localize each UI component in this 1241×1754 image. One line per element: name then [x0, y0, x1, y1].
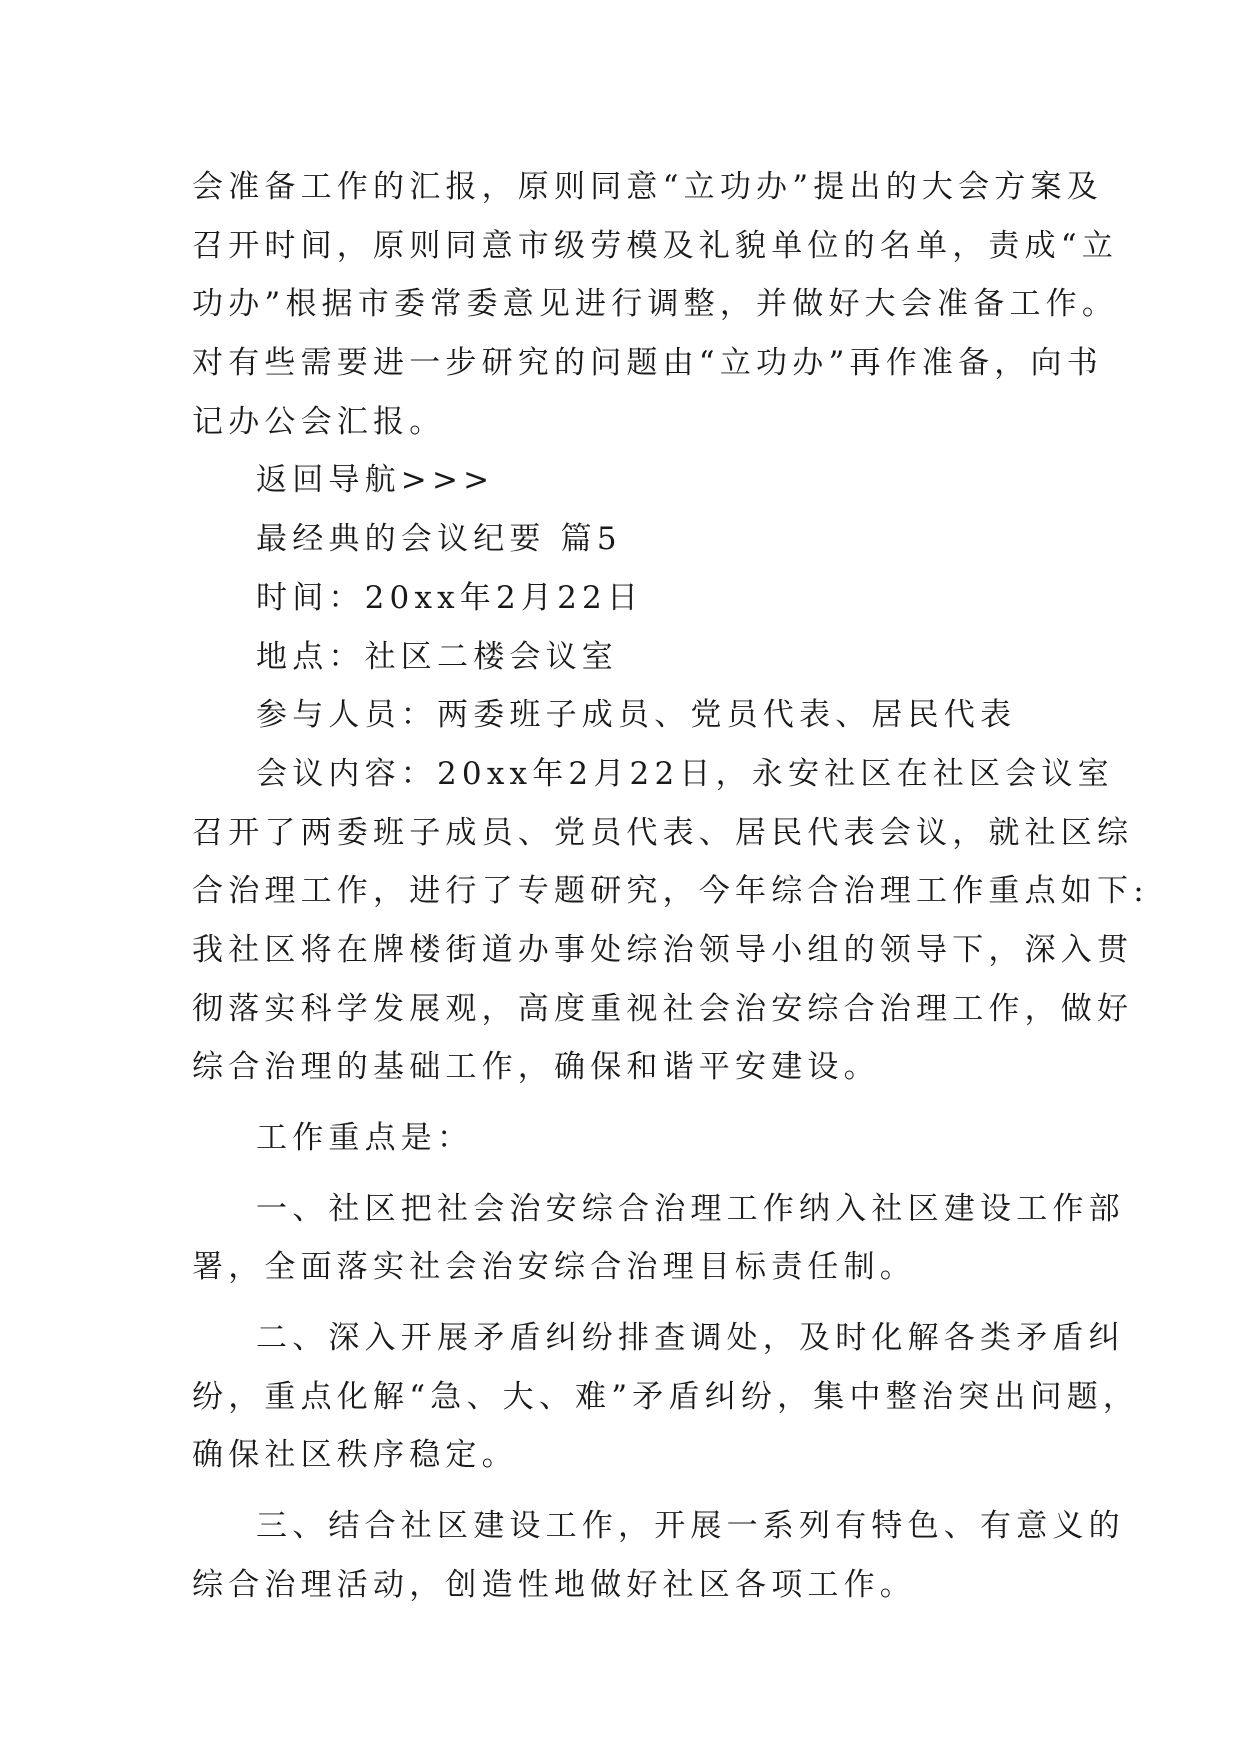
paragraph-gap — [192, 1297, 1072, 1309]
paragraph-gap — [192, 1097, 1072, 1109]
text-line: 召开时间，原则同意市级劳模及礼貌单位的名单，责成“立 — [192, 227, 1119, 264]
focus-item-2-line: 二、深入开展矛盾纠纷排查调处，及时化解各类矛盾纠 — [256, 1320, 1125, 1357]
focus-item-1-line: 署，全面落实社会治安综合治理目标责任制。 — [192, 1249, 916, 1286]
document-body — [192, 158, 1149, 1615]
meeting-content-line: 合治理工作，进行了专题研究，今年综合治理工作重点如下: — [192, 873, 1149, 910]
focus-item-3-line: 综合治理活动，创造性地做好社区各项工作。 — [192, 1566, 916, 1603]
paragraph-gap — [192, 1168, 1072, 1180]
meeting-place: 地点：社区二楼会议室 — [256, 638, 618, 675]
paragraph-gap — [192, 1485, 1072, 1497]
text-line: 功办”根据市委常委意见进行调整，并做好大会准备工作。 — [192, 286, 1119, 323]
focus-item-2-line: 确保社区秩序稳定。 — [192, 1437, 518, 1474]
focus-item-3-line: 三、结合社区建设工作，开展一系列有特色、有意义的 — [256, 1508, 1125, 1545]
meeting-content-line: 彻落实科学发展观，高度重视社会治安综合治理工作，做好 — [192, 990, 1134, 1027]
meeting-content-line: 综合治理的基础工作，确保和谐平安建设。 — [192, 1049, 880, 1086]
text-line: 记办公会汇报。 — [192, 403, 446, 440]
meeting-time: 时间：20xx年2月22日 — [256, 579, 644, 616]
meeting-content-line: 会议内容：20xx年2月22日，永安社区在社区会议室 — [256, 755, 1114, 792]
text-line: 会准备工作的汇报，原则同意“立功办”提出的大会方案及 — [192, 169, 1103, 205]
meeting-content-line: 召开了两委班子成员、党员代表、居民代表会议，就社区综 — [192, 814, 1134, 851]
text-line: 对有些需要进一步研究的问题由“立功办”再作准备，向书 — [192, 345, 1103, 382]
meeting-participants: 参与人员：两委班子成员、党员代表、居民代表 — [256, 697, 1017, 734]
focus-item-2-line: 纷，重点化解“急、大、难”矛盾纠纷，集中整治突出问题， — [192, 1378, 1140, 1415]
section-title: 最经典的会议纪要 篇5 — [256, 521, 622, 558]
focus-heading: 工作重点是： — [256, 1120, 474, 1156]
focus-item-1-line: 一、社区把社会治安综合治理工作纳入社区建设工作部 — [256, 1190, 1125, 1227]
meeting-content-line: 我社区将在牌楼街道办事处综治领导小组的领导下，深入贯 — [192, 931, 1134, 968]
back-navigation-link[interactable]: 返回导航>>> — [256, 462, 495, 499]
